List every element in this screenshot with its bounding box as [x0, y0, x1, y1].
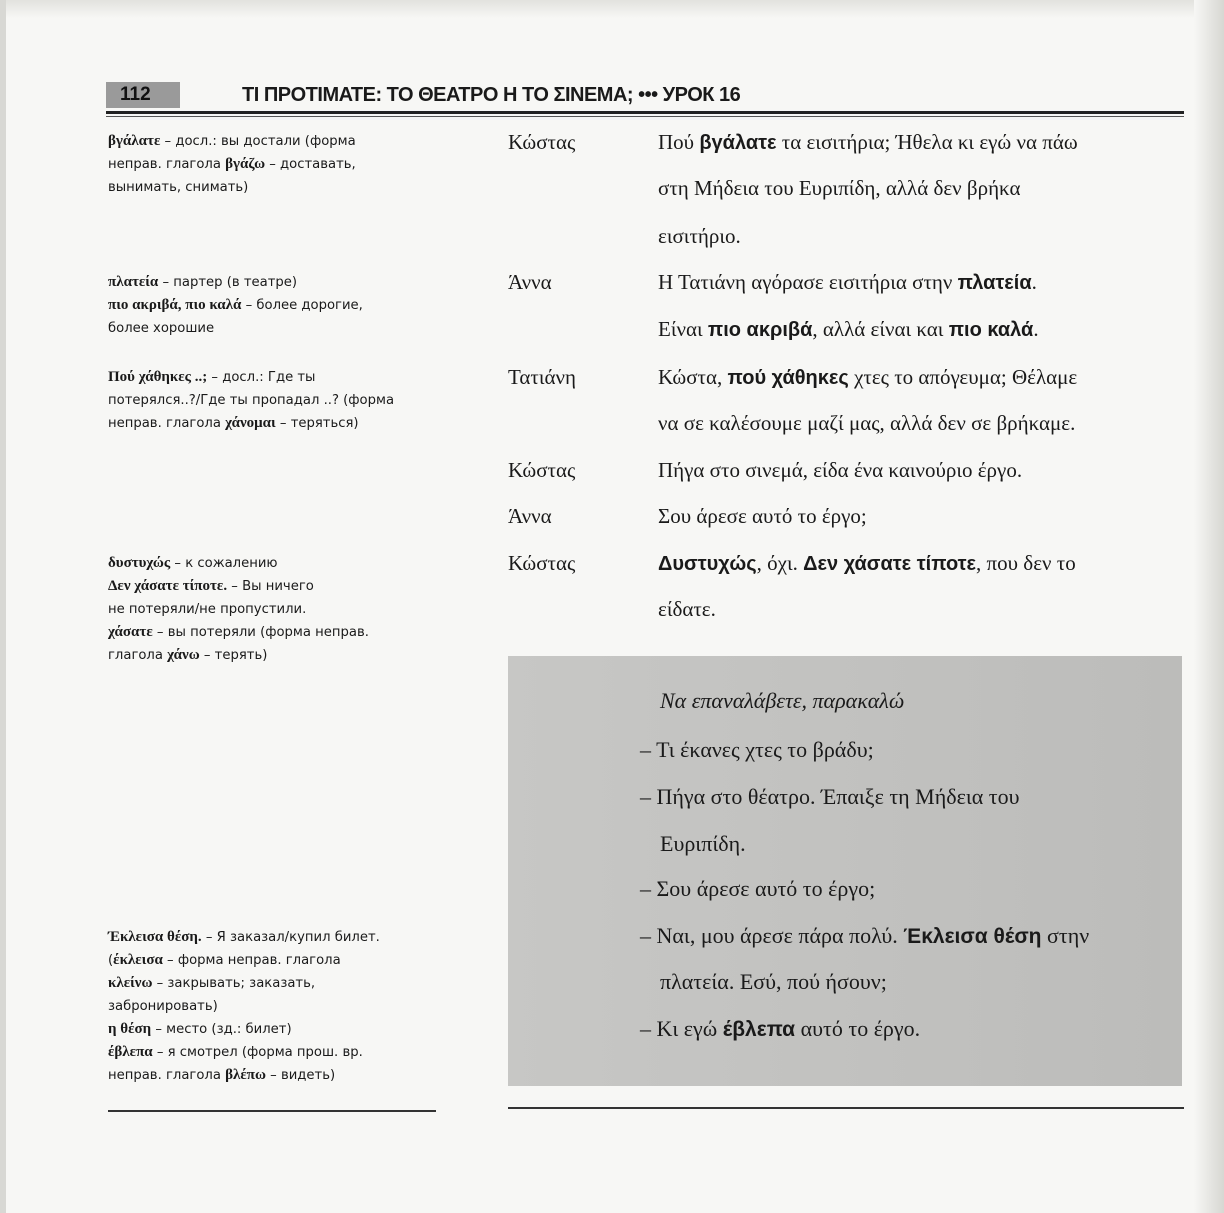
bold-term: πού χάθηκες	[727, 367, 849, 389]
text-run: τα εισιτήρια; Ήθελα κι εγώ να πάω	[776, 130, 1078, 154]
exercise-line	[640, 737, 874, 763]
bold-term: πλατεία	[108, 274, 159, 290]
text-run: – место (зд.: билет)	[151, 1022, 292, 1037]
dialogue-line	[658, 365, 1077, 390]
text-run: забронировать)	[108, 999, 218, 1014]
text-run: – более дорогие,	[241, 298, 363, 313]
text-run: – Πήγα στο θέατρο. Έπαιξε τη Μήδεια του	[640, 784, 1020, 809]
bold-term: Δεν χάσατε τίποτε.	[108, 578, 228, 594]
header-rule-thin	[106, 116, 1184, 117]
header-rule	[106, 111, 1184, 114]
text-run: στην	[1041, 923, 1090, 948]
text-run: – вы потеряли (форма неправ.	[152, 625, 369, 640]
exercise-line	[640, 1016, 920, 1042]
text-run: – Τι έκανες χτες το βράδυ;	[640, 737, 874, 762]
glossary-line	[108, 1064, 438, 1087]
bold-term: κλείνω	[108, 975, 153, 991]
glossary-line	[108, 412, 438, 435]
bold-term: Έκλεισα θέση.	[108, 929, 202, 945]
text-run: Σου άρεσε αυτό το έργο;	[658, 504, 867, 528]
text-run: Είναι	[658, 317, 708, 341]
bold-term: χάνομαι	[225, 415, 276, 431]
glossary-line	[108, 995, 438, 1018]
bold-term: Δεν χάσατε τίποτε	[803, 553, 977, 575]
text-run: неправ. глагола	[108, 416, 226, 431]
text-run: – партер (в театре)	[158, 275, 298, 290]
glossary-line	[108, 575, 438, 598]
glossary-entry	[108, 271, 438, 340]
text-run: глагола	[108, 648, 168, 663]
glossary-line	[108, 389, 438, 412]
exercise-title: Να επαναλάβετε, παρακαλώ	[660, 688, 905, 713]
glossary-line	[108, 176, 438, 199]
glossary-entry	[108, 366, 438, 435]
text-run: Πήγα στο σινεμά, είδα ένα καινούριο έργο.	[658, 458, 1023, 482]
text-run: – закрывать; заказать,	[152, 976, 316, 991]
text-run: (	[108, 953, 114, 968]
dialogue-line	[658, 317, 1039, 342]
glossary-entry	[108, 130, 438, 199]
glossary-line	[108, 153, 438, 176]
text-run: вынимать, снимать)	[108, 180, 249, 195]
bold-term: πλατεία	[957, 272, 1032, 294]
bold-term: πιο ακριβά, πιο καλά	[108, 297, 242, 313]
text-run: εισιτήριο.	[658, 224, 741, 248]
speaker-name: Κώστας	[508, 458, 576, 482]
dialogue-line	[658, 130, 1078, 155]
text-run: – доставать,	[265, 157, 356, 172]
bold-term: βγάλατε	[699, 132, 777, 154]
bold-term: δυστυχώς	[108, 555, 171, 571]
text-run: – Я заказал/купил билет.	[201, 930, 380, 945]
exercise-line	[640, 784, 1020, 810]
speaker-name: Κώστας	[508, 551, 576, 575]
text-run: – я смотрел (форма прош. вр.	[152, 1045, 363, 1060]
text-run: χτες το απόγευμα; Θέλαμε	[848, 365, 1078, 389]
bold-term: έβλεπα	[108, 1044, 153, 1060]
dialogue-line	[658, 597, 716, 622]
bold-term: Έκλεισα θέση	[903, 925, 1042, 948]
glossary-entry	[108, 926, 438, 1087]
running-title: ΤΙ ΠΡΟΤΙΜΑΤΕ: ΤΟ ΘΕΑΤΡΟ Η ΤΟ ΣΙΝΕΜΑ; ••• УРОК 16	[242, 84, 741, 106]
text-run: .	[1033, 317, 1039, 341]
bold-term: Πού χάθηκες ..;	[108, 369, 208, 385]
speaker-name: Άννα	[508, 270, 552, 294]
text-run: – к сожалению	[170, 556, 278, 571]
speaker-name: Άννα	[508, 504, 552, 528]
bold-term: έβλεπα	[722, 1018, 796, 1041]
text-run: είδατε.	[658, 597, 716, 621]
glossary-line	[108, 366, 438, 389]
text-run: – терять)	[199, 648, 268, 663]
text-run: στη Μήδεια του Ευριπίδη, αλλά δεν βρήκα	[658, 176, 1021, 200]
bold-term: Δυστυχώς	[658, 553, 757, 575]
dialogue-line	[658, 551, 1076, 576]
page-number: 112	[106, 82, 180, 108]
glossary-line	[108, 294, 438, 317]
bold-term: έκλεισα	[113, 952, 163, 968]
exercise-line	[660, 969, 887, 995]
dialogue-line	[658, 504, 867, 529]
text-run: – Ναι, μου άρεσε πάρα πολύ.	[640, 923, 904, 948]
glossary-line	[108, 552, 438, 575]
footer-rule-right	[508, 1107, 1184, 1109]
speaker-name: Τατιάνη	[508, 365, 576, 389]
dialogue-line	[658, 224, 741, 249]
text-run: Η Τατιάνη αγόρασε εισιτήρια στην	[658, 270, 958, 294]
text-run: να σε καλέσουμε μαζί μας, αλλά δεν σε βρήκαμε.	[658, 411, 1076, 435]
text-run: – Вы ничего	[227, 579, 314, 594]
bold-term: βγάζω	[225, 156, 266, 172]
text-run: – Κι εγώ	[640, 1016, 723, 1041]
text-run: πλατεία. Εσύ, πού ήσουν;	[660, 969, 887, 994]
bold-term: βγάλατε	[108, 133, 161, 149]
text-run: Ευριπίδη.	[660, 831, 746, 856]
text-run: – теряться)	[275, 416, 359, 431]
bold-term: χάσατε	[108, 624, 153, 640]
text-run: более хорошие	[108, 321, 215, 336]
glossary-line	[108, 926, 438, 949]
text-run: – форма неправ. глагола	[162, 953, 341, 968]
exercise-line	[640, 923, 1089, 949]
text-run: неправ. глагола	[108, 1068, 226, 1083]
text-run: αυτό το έργο.	[795, 1016, 921, 1041]
text-run: – досл.: вы достали (форма	[160, 134, 356, 149]
text-run: .	[1031, 270, 1037, 294]
bold-term: πιο ακριβά	[707, 319, 813, 341]
dialogue-line	[658, 270, 1037, 295]
text-run: неправ. глагола	[108, 157, 226, 172]
dialogue-line	[658, 458, 1022, 483]
glossary-line	[108, 317, 438, 340]
glossary-line	[108, 972, 438, 995]
exercise-line	[640, 876, 875, 902]
text-run: Κώστα,	[658, 365, 728, 389]
bold-term: βλέπω	[225, 1067, 266, 1083]
footer-rule-left	[108, 1110, 436, 1112]
text-run: , αλλά είναι και	[812, 317, 949, 341]
glossary-line	[108, 644, 438, 667]
text-run: , που δεν το	[976, 551, 1076, 575]
dialogue-line	[658, 411, 1075, 436]
glossary-line	[108, 271, 438, 294]
bold-term: χάνω	[167, 647, 200, 663]
text-run: – видеть)	[265, 1068, 336, 1083]
glossary-line	[108, 949, 438, 972]
glossary-line	[108, 1041, 438, 1064]
glossary-line	[108, 130, 438, 153]
text-run: потерялся..?/Где ты пропадал ..? (форма	[108, 393, 395, 408]
bold-term: πιο καλά	[948, 319, 1034, 341]
text-run: – досл.: Где ты	[207, 370, 316, 385]
text-run: – Σου άρεσε αυτό το έργο;	[640, 876, 876, 901]
speaker-name: Κώστας	[508, 130, 576, 154]
glossary-line	[108, 621, 438, 644]
text-run: Πού	[658, 130, 700, 154]
glossary-line	[108, 598, 438, 621]
dialogue-line	[658, 176, 1020, 201]
bold-term: η θέση	[108, 1021, 152, 1037]
glossary-entry	[108, 552, 438, 667]
glossary-line	[108, 1018, 438, 1041]
text-run: , όχι.	[756, 551, 804, 575]
text-run: не потеряли/не пропустили.	[108, 602, 307, 617]
exercise-line	[660, 831, 746, 857]
